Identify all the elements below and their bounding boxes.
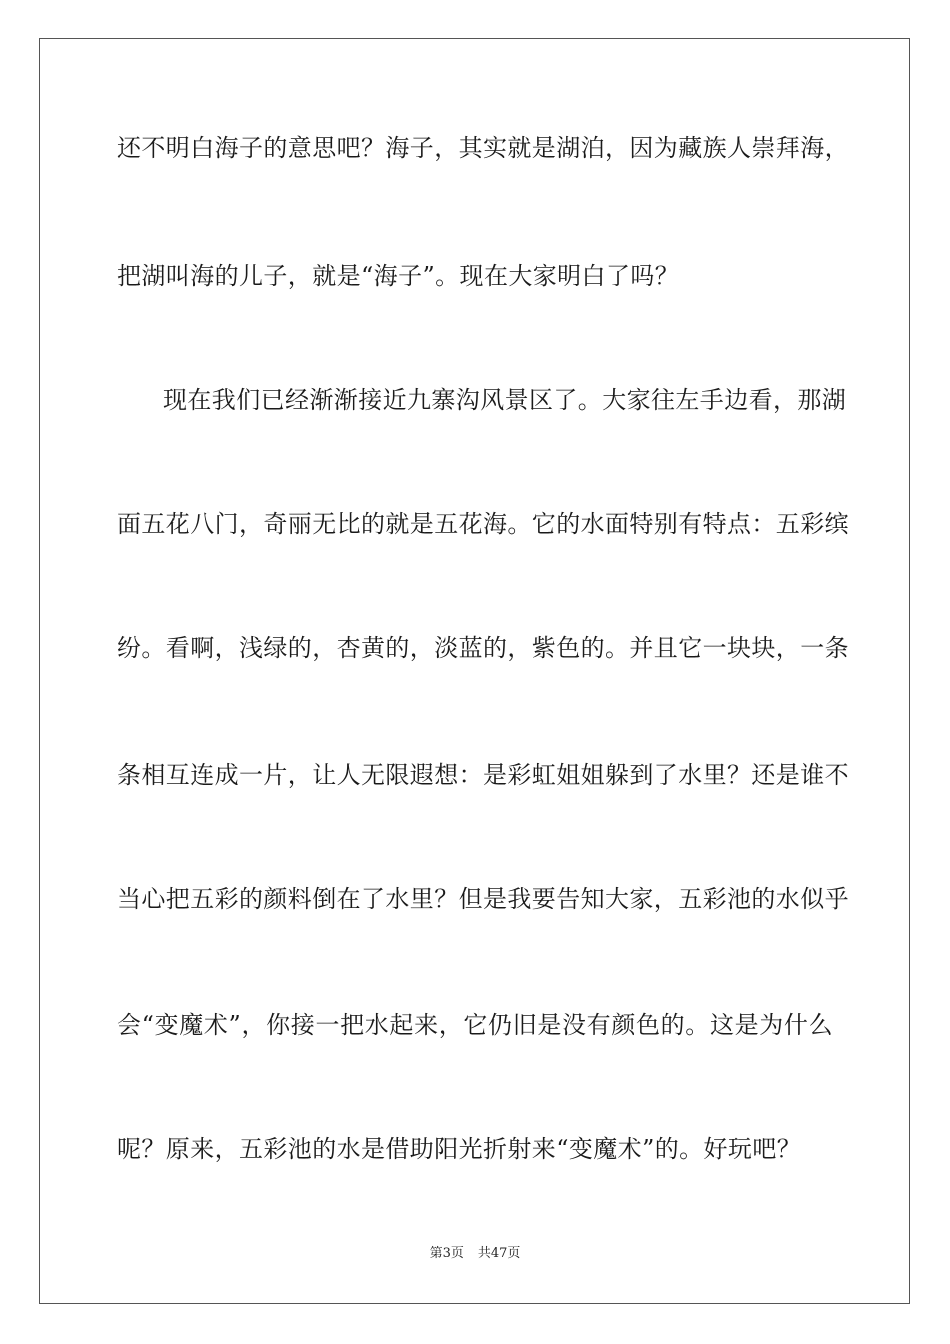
text-line-3: 现在我们已经渐渐接近九寨沟风景区了。大家往左手边看，那湖 (163, 386, 847, 414)
text-line-8: 会“变魔术”，你接一把水起来，它仍旧是没有颜色的。这是为什么 (117, 1011, 833, 1039)
page-footer (0, 1245, 950, 1263)
text-line-1: 还不明白海子的意思吧？海子，其实就是湖泊，因为藏族人崇拜海， (117, 134, 849, 162)
text-line-2: 把湖叫海的儿子，就是“海子”。现在大家明白了吗？ (117, 262, 680, 290)
text-line-9: 呢？原来，五彩池的水是借助阳光折射来“变魔术”的。好玩吧？ (117, 1135, 802, 1163)
text-line-7: 当心把五彩的颜料倒在了水里？但是我要告知大家，五彩池的水似乎 (117, 885, 849, 913)
total-pages: 共47页 (477, 1246, 521, 1261)
text-line-5: 纷。看啊，浅绿的，杏黄的，淡蓝的，紫色的。并且它一块块，一条 (117, 634, 849, 662)
page-number: 第3页 (429, 1246, 464, 1261)
text-line-4: 面五花八门，奇丽无比的就是五花海。它的水面特别有特点：五彩缤 (117, 510, 849, 538)
text-line-6: 条相互连成一片，让人无限遐想：是彩虹姐姐躲到了水里？还是谁不 (117, 761, 849, 789)
page-frame (39, 38, 910, 1304)
